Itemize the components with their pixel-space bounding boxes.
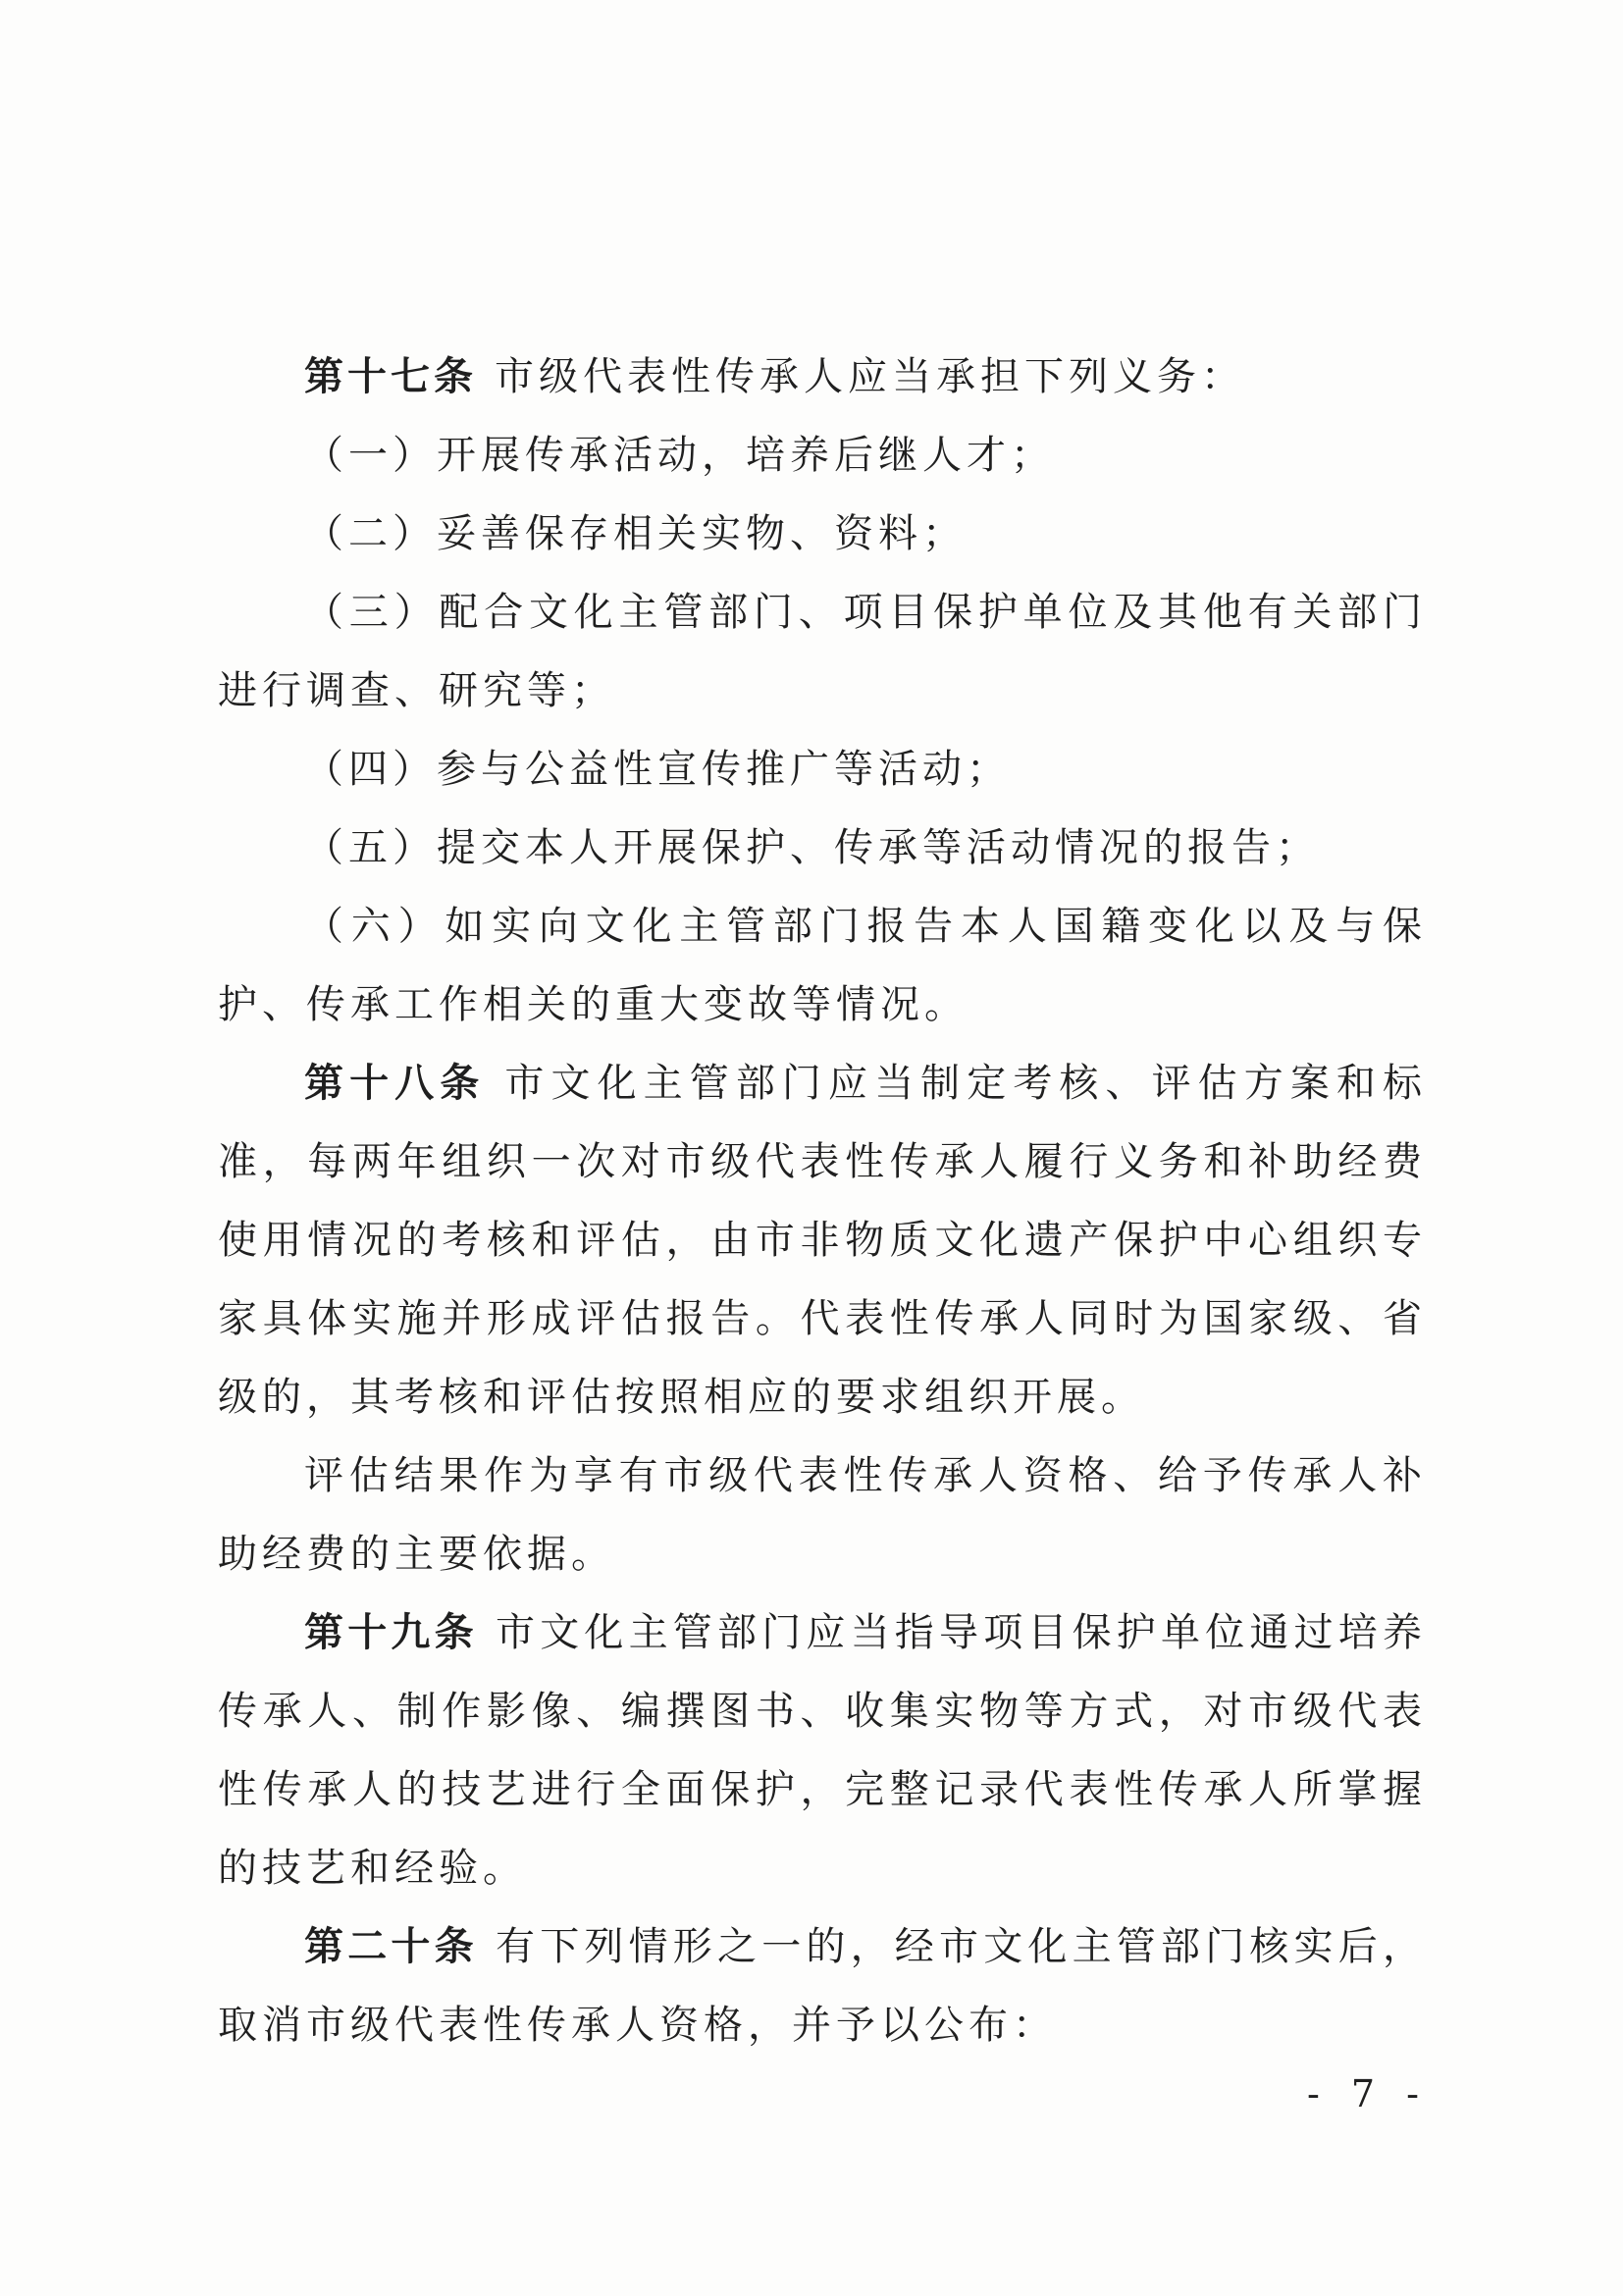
- paragraph-text: 市文化主管部门应当制定考核、评估方案和标准，每两年组织一次对市级代表性传承人履行义务和补助经费使用情况的考核和评估，由市非物质文化遗产保护中心组织专家具体实施并形成评估报告。代表性传承人同时为国家级、省级的，其考核和评估按照相应的要求组织开展。: [218, 1061, 1428, 1420]
- article-20-paragraph: [218, 1907, 1427, 2064]
- paragraph-text: （五）提交本人开展保护、传承等活动情况的报告；: [304, 825, 1320, 870]
- article-19-paragraph: [218, 1593, 1427, 1907]
- article-heading: 第十七条: [304, 354, 477, 399]
- article-18-paragraph: [218, 1044, 1427, 1436]
- paragraph-text: （六）如实向文化主管部门报告本人国籍变化以及与保护、传承工作相关的重大变故等情况。: [218, 904, 1427, 1027]
- paragraph-text: （三）配合文化主管部门、项目保护单位及其他有关部门进行调查、研究等；: [218, 590, 1427, 713]
- paragraph-text: 评估结果作为享有市级代表性传承人资格、给予传承人补助经费的主要依据。: [218, 1453, 1427, 1577]
- list-item: [218, 887, 1427, 1044]
- article-17-paragraph: [218, 338, 1427, 416]
- document-body: [218, 338, 1427, 2064]
- paragraph-text: （一）开展传承活动，培养后继人才；: [304, 433, 1055, 478]
- article-heading: 第十九条: [304, 1610, 478, 1655]
- article-heading: 第二十条: [304, 1924, 478, 1969]
- list-item: [218, 809, 1427, 887]
- article-heading: 第十八条: [304, 1061, 486, 1106]
- list-item: [218, 573, 1427, 730]
- paragraph-text: （二）妥善保存相关实物、资料；: [304, 511, 967, 556]
- paragraph-text: 有下列情形之一的，经市文化主管部门核实后，取消市级代表性传承人资格，并予以公布：: [218, 1924, 1428, 2048]
- page-number: - 7 -: [1306, 2072, 1429, 2115]
- paragraph-text: 市级代表性传承人应当承担下列义务：: [495, 354, 1245, 399]
- article-18-continuation: [218, 1436, 1427, 1593]
- list-item: [218, 416, 1427, 495]
- list-item: [218, 730, 1427, 809]
- list-item: [218, 495, 1427, 573]
- paragraph-text: （四）参与公益性宣传推广等活动；: [304, 747, 1011, 792]
- paragraph-text: 市文化主管部门应当指导项目保护单位通过培养传承人、制作影像、编撰图书、收集实物等方式，对市级代表性传承人的技艺进行全面保护，完整记录代表性传承人所掌握的技艺和经验。: [218, 1610, 1428, 1891]
